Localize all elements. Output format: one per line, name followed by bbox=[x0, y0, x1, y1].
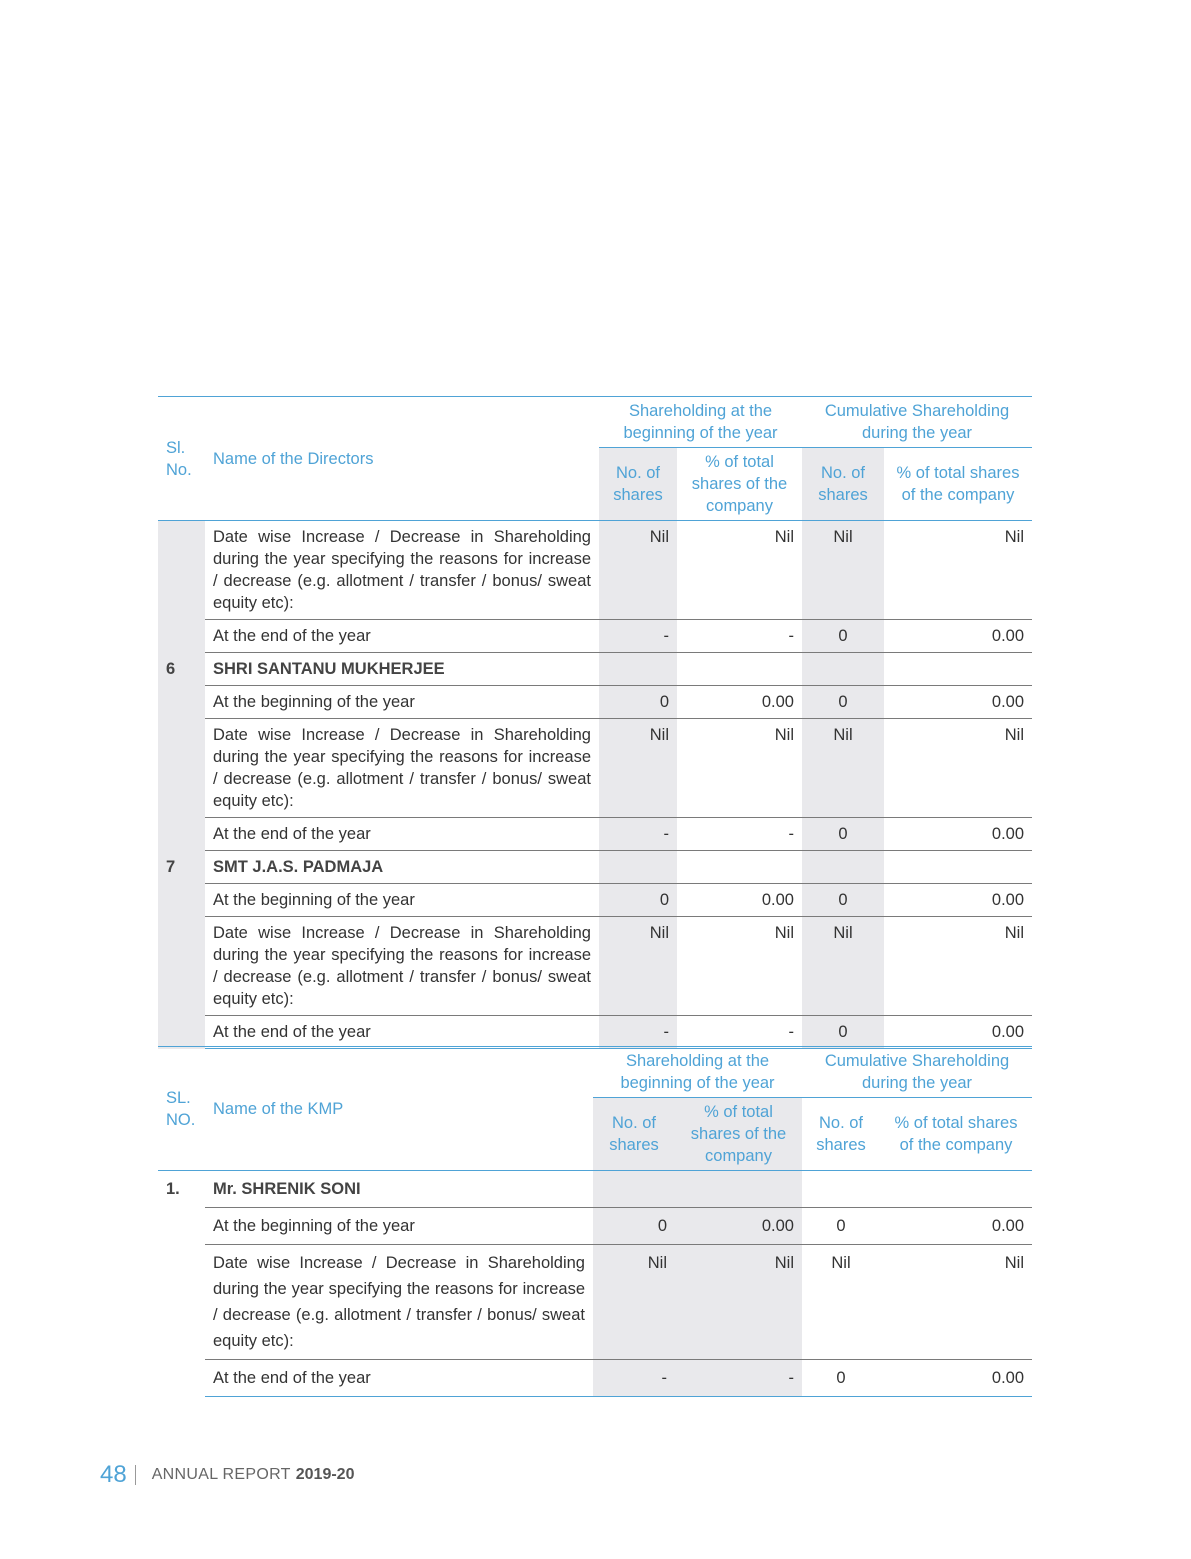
value-cell: 0.00 bbox=[884, 620, 1032, 653]
row-label: Date wise Increase / Decrease in Shareholding during the year specifying the reasons for increase / decrease (e.g. allotment / transfer / bonus/ sweat equity etc): bbox=[205, 719, 599, 818]
no-of-shares-header: No. of shares bbox=[802, 448, 884, 521]
row-label: At the beginning of the year bbox=[205, 884, 599, 917]
value-cell: 0.00 bbox=[675, 1208, 802, 1245]
beginning-shareholding-header: Shareholding at the beginning of the year bbox=[593, 1047, 802, 1098]
beginning-shareholding-header: Shareholding at the beginning of the year bbox=[599, 397, 802, 448]
table-row bbox=[158, 653, 1032, 686]
table-row bbox=[158, 521, 1032, 620]
row-label: Date wise Increase / Decrease in Shareholding during the year specifying the reasons for increase / decrease (e.g. allotment / transfer / bonus/ sweat equity etc): bbox=[205, 1245, 593, 1360]
value-cell: 0 bbox=[802, 1360, 880, 1397]
value-cell: Nil bbox=[880, 1245, 1032, 1360]
sl-number: 7 bbox=[158, 851, 205, 1049]
value-cell: Nil bbox=[677, 719, 802, 818]
pct-total-shares-header: % of total shares of the company bbox=[884, 448, 1032, 521]
cumulative-shareholding-header: Cumulative Shareholding during the year bbox=[802, 1047, 1032, 1098]
value-cell: 0 bbox=[802, 1208, 880, 1245]
table-row bbox=[158, 1016, 1032, 1049]
name-of-directors-header: Name of the Directors bbox=[205, 397, 599, 521]
row-label: Date wise Increase / Decrease in Shareholding during the year specifying the reasons for increase / decrease (e.g. allotment / transfer / bonus/ sweat equity etc): bbox=[205, 917, 599, 1016]
value-cell: - bbox=[599, 1016, 677, 1049]
row-label: At the beginning of the year bbox=[205, 1208, 593, 1245]
no-of-shares-header: No. of shares bbox=[802, 1098, 880, 1171]
table-row bbox=[158, 719, 1032, 818]
kmp-shareholding-table bbox=[158, 1046, 1032, 1397]
value-cell: 0.00 bbox=[880, 1360, 1032, 1397]
value-cell: 0.00 bbox=[884, 818, 1032, 851]
pct-total-shares-header: % of total shares of the company bbox=[675, 1098, 802, 1171]
table-row bbox=[158, 851, 1032, 884]
value-cell: - bbox=[675, 1360, 802, 1397]
no-of-shares-header: No. of shares bbox=[593, 1098, 675, 1171]
table-row bbox=[158, 686, 1032, 719]
no-of-shares-header: No. of shares bbox=[599, 448, 677, 521]
row-label: At the end of the year bbox=[205, 1016, 599, 1049]
report-label: ANNUAL REPORT bbox=[151, 1466, 291, 1483]
value-cell: Nil bbox=[599, 521, 677, 620]
table-row bbox=[158, 1171, 1032, 1208]
table-row bbox=[158, 1208, 1032, 1245]
pct-total-shares-header: % of total shares of the company bbox=[880, 1098, 1032, 1171]
value-cell: 0.00 bbox=[884, 686, 1032, 719]
value-cell: Nil bbox=[802, 719, 884, 818]
row-label: At the end of the year bbox=[205, 620, 599, 653]
row-label: Date wise Increase / Decrease in Shareholding during the year specifying the reasons for increase / decrease (e.g. allotment / transfer / bonus/ sweat equity etc): bbox=[205, 521, 599, 620]
value-cell: 0.00 bbox=[880, 1208, 1032, 1245]
sl-no-header: SL. NO. bbox=[158, 1047, 205, 1171]
value-cell: 0 bbox=[802, 686, 884, 719]
value-cell: Nil bbox=[675, 1245, 802, 1360]
page-footer bbox=[100, 1460, 354, 1490]
value-cell: Nil bbox=[677, 521, 802, 620]
value-cell: Nil bbox=[677, 917, 802, 1016]
name-of-kmp-header: Name of the KMP bbox=[205, 1047, 593, 1171]
cumulative-shareholding-header: Cumulative Shareholding during the year bbox=[802, 397, 1032, 448]
value-cell: - bbox=[677, 620, 802, 653]
sl-number: 1. bbox=[166, 1180, 180, 1198]
value-cell: 0.00 bbox=[677, 686, 802, 719]
value-cell: 0 bbox=[593, 1208, 675, 1245]
sl-cell bbox=[158, 521, 205, 653]
report-year: 2019-20 bbox=[295, 1466, 355, 1483]
table-row bbox=[158, 818, 1032, 851]
value-cell: - bbox=[593, 1360, 675, 1397]
footer-divider bbox=[135, 1465, 136, 1485]
value-cell: Nil bbox=[802, 521, 884, 620]
row-label: At the beginning of the year bbox=[205, 686, 599, 719]
director-name: SHRI SANTANU MUKHERJEE bbox=[205, 653, 599, 686]
page-number: 48 bbox=[100, 1461, 127, 1488]
directors-shareholding-table bbox=[158, 396, 1032, 1049]
value-cell: - bbox=[677, 818, 802, 851]
row-label: At the end of the year bbox=[205, 818, 599, 851]
pct-total-shares-header: % of total shares of the company bbox=[677, 448, 802, 521]
director-name: SMT J.A.S. PADMAJA bbox=[205, 851, 599, 884]
value-cell: Nil bbox=[599, 719, 677, 818]
value-cell: Nil bbox=[884, 521, 1032, 620]
value-cell: Nil bbox=[802, 1245, 880, 1360]
value-cell: 0.00 bbox=[884, 1016, 1032, 1049]
value-cell: Nil bbox=[599, 917, 677, 1016]
kmp-name: Mr. SHRENIK SONI bbox=[205, 1171, 593, 1208]
table-row bbox=[158, 1245, 1032, 1360]
value-cell: 0.00 bbox=[677, 884, 802, 917]
table-row bbox=[158, 620, 1032, 653]
value-cell: Nil bbox=[884, 719, 1032, 818]
value-cell: - bbox=[677, 1016, 802, 1049]
table-row bbox=[158, 884, 1032, 917]
value-cell: Nil bbox=[593, 1245, 675, 1360]
table-row bbox=[158, 917, 1032, 1016]
row-label: At the end of the year bbox=[205, 1360, 593, 1397]
sl-number: 6 bbox=[158, 653, 205, 851]
value-cell: 0 bbox=[802, 818, 884, 851]
value-cell: 0 bbox=[599, 686, 677, 719]
value-cell: 0 bbox=[802, 884, 884, 917]
value-cell: Nil bbox=[802, 917, 884, 1016]
value-cell: 0 bbox=[802, 1016, 884, 1049]
value-cell: - bbox=[599, 818, 677, 851]
table-row bbox=[158, 1360, 1032, 1397]
value-cell: 0 bbox=[599, 884, 677, 917]
value-cell: 0.00 bbox=[884, 884, 1032, 917]
value-cell: 0 bbox=[802, 620, 884, 653]
value-cell: - bbox=[599, 620, 677, 653]
sl-no-header: Sl. No. bbox=[158, 397, 205, 521]
value-cell: Nil bbox=[884, 917, 1032, 1016]
